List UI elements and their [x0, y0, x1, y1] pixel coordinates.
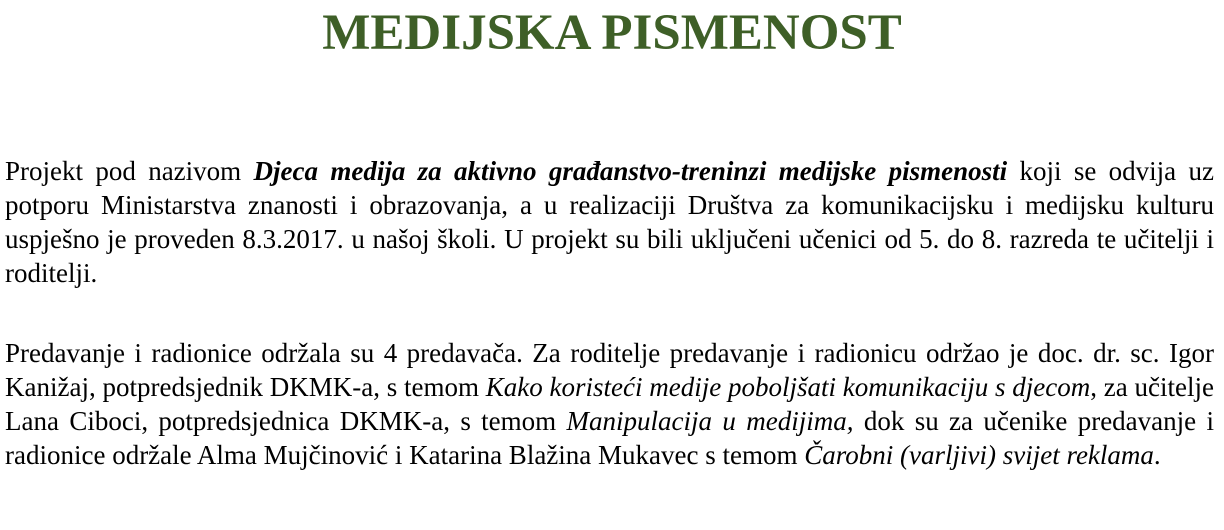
paragraph-1-text-1: Projekt pod nazivom [5, 156, 254, 186]
paragraph-2-text-2: , za učitelje Lana Ciboci, potpredsjednica DKMK-a, s temom [5, 372, 1214, 436]
project-name: Djeca medija za aktivno građanstvo-treninzi medijske pismenosti [253, 156, 1008, 186]
topic-parents: Kako koristeći medije poboljšati komunikaciju s djecom [485, 372, 1091, 402]
page-title: MEDIJSKA PISMENOST [322, 5, 902, 61]
paragraph-lectures [5, 336, 1214, 472]
paragraph-2-text-1: Predavanje i radionice održala su 4 predavača. Za roditelje predavanje i radionicu održao je doc. dr. sc. Igor Kanižaj, potpredsjednik DKMK-a, s temom [5, 338, 1214, 402]
topic-teachers: Manipulacija u medijima, [566, 406, 854, 436]
paragraph-2-text-4: . [1153, 440, 1161, 470]
paragraph-project [5, 154, 1214, 290]
paragraph-1-text-2: koji se odvija uz potporu Ministarstva znanosti i obrazovanja, a u realizaciji Društva za komunikacijsku i medijsku kulturu uspješno je proveden 8.3.2017. u našoj školi. U projekt su bili uključeni učenici od 5. do 8. razreda te učitelji i roditelji. [5, 156, 1214, 288]
paragraph-2-text-3: dok su za učenike predavanje i radionice održale Alma Mujčinović i Katarina Blažina Mukavec s temom [5, 406, 1214, 470]
topic-students: Čarobni (varljivi) svijet reklama [804, 440, 1154, 470]
